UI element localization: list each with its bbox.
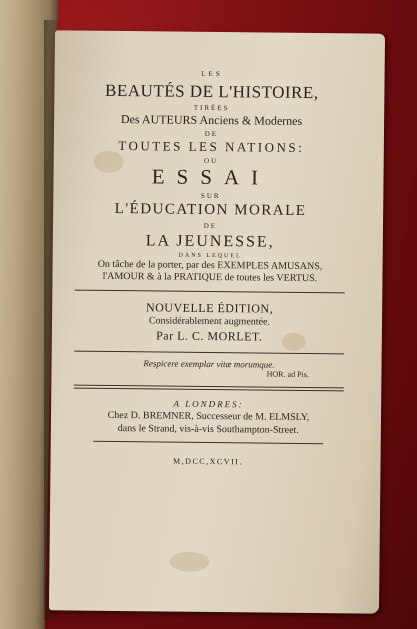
publisher-line-1: Chez D. BREMNER, Successeur de M. ELMSLY, xyxy=(107,409,310,424)
quote-source: HOR. ad Pis. xyxy=(266,369,309,380)
de-line-2: DE xyxy=(203,221,218,231)
auteurs-line: Des AUTEURS Anciens & Modernes xyxy=(120,112,303,128)
toutes-line: TOUTES LES NATIONS: xyxy=(118,138,305,155)
lequel-line: DANS LEQUEL xyxy=(178,252,242,260)
edition-line: NOUVELLE ÉDITION, xyxy=(145,300,274,316)
place-line: A LONDRES: xyxy=(173,398,244,410)
les-line: LES xyxy=(201,69,223,79)
quote-line: Respicere exemplar vitæ morumque. xyxy=(143,358,275,370)
title-page-text xyxy=(58,68,362,467)
education-line: L'ÉDUCATION MORALE xyxy=(114,200,307,220)
de-line-1: DE xyxy=(204,129,219,139)
date-line: M,DCC,XCVII. xyxy=(173,456,243,467)
essai-line: ESSAI xyxy=(151,164,271,190)
ou-line: OU xyxy=(204,156,219,166)
jeunesse-line: LA JEUNESSE, xyxy=(145,232,275,251)
tirees-line: TIRÉES xyxy=(193,103,230,113)
publisher-line-2: dans le Strand, vis-à-vis Southampton-Street. xyxy=(117,423,299,436)
divider-rule xyxy=(93,441,323,444)
foxing-stain xyxy=(169,552,209,572)
main-title: BEAUTÉS DE L'HISTOIRE, xyxy=(105,80,319,103)
description-line-1: On tâche de la porter, par des EXEMPLES AMUSANS, xyxy=(97,258,323,273)
author-line: Par L. C. MORLET. xyxy=(156,328,263,344)
sur-line: SUR xyxy=(200,191,221,201)
augmentee-line: Considérablement augmentée. xyxy=(148,315,271,328)
divider-rule xyxy=(75,290,345,294)
description-line-2: l'AMOUR & à la PRATIQUE de toutes les VERTUS. xyxy=(102,270,318,285)
divider-rule xyxy=(74,351,344,355)
divider-rule xyxy=(74,388,344,392)
